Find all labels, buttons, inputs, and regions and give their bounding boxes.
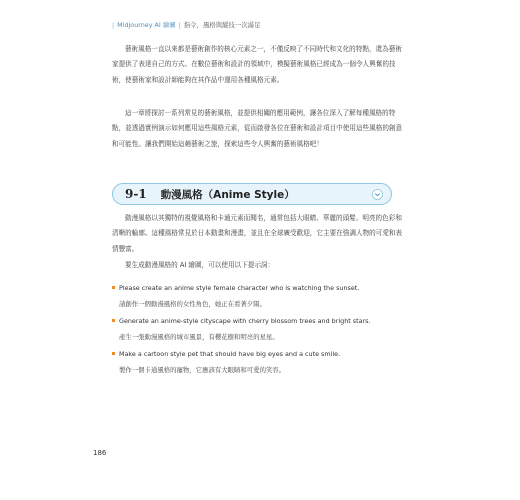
section-paragraph-1: 動漫風格以其獨特的視覺風格和卡通元素而聞名，通常包括大眼睛、華麗的頭髮、明亮的色彩和清晰的輪廓。這種風格常見於日本動畫和漫畫，並且在全球廣受歡迎，它主要在強調人物的可愛和表情豐富。 <box>112 214 403 253</box>
prompt-english: Please create an anime style female character who is watching the sunset. <box>119 284 360 292</box>
chevron-down-icon[interactable] <box>372 189 383 200</box>
prompt-english: Generate an anime-style cityscape with cherry blossom trees and bright stars. <box>119 317 371 325</box>
prompt-item <box>112 314 412 345</box>
prompt-chinese: 產生一張動漫風格的城市風景，有櫻花樹和明亮的星星。 <box>119 332 279 341</box>
section-heading[interactable] <box>112 183 392 205</box>
prompt-english: Make a cartoon style pet that should have big eyes and a cute smile. <box>119 350 341 358</box>
running-header <box>112 20 260 29</box>
header-series-title: Midjourney AI 繪圖 <box>117 21 176 29</box>
section-number: 9-1 <box>125 187 147 201</box>
prompt-list <box>112 281 412 378</box>
bullet-square-icon <box>112 352 115 355</box>
bullet-square-icon <box>112 286 115 289</box>
bullet-square-icon <box>112 319 115 322</box>
header-chapter-title: 指令，風格與縱技一次滿足 <box>183 21 261 29</box>
prompt-chinese: 請創作一個動漫風格的女性角色，她正在看著夕陽。 <box>119 299 266 308</box>
prompt-item <box>112 281 412 312</box>
prompt-item <box>112 347 412 378</box>
intro-paragraph-2: 這一章將探討一系列常見的藝術風格，並提供相關的應用範例，讓各位深入了解每種風格的特點，並透過實例演示如何應用這些風格元素，從而啟發各位在藝術和設計項目中使用這些風格的創意和可能性。讓我們開始這趟藝術之旅，探索這些令人興奮的藝術風格吧！ <box>112 109 403 148</box>
prompt-chinese: 製作一個卡通風格的寵物，它應該有大眼睛和可愛的笑容。 <box>119 365 286 374</box>
header-divider: | <box>178 20 181 29</box>
section-paragraph-2: 要生成動漫風格的 AI 繪圖，可以使用以下提示詞： <box>125 261 275 269</box>
header-separator: | <box>112 20 115 29</box>
section-title: 動漫風格（Anime Style） <box>160 188 295 201</box>
intro-paragraph-1: 藝術風格一直以來都是藝術創作的核心元素之一，不僅反映了不同時代和文化的特點，還為藝術家提供了表達自己的方式。在數位藝術和設計的領域中，模擬藝術風格已經成為一個令人興奮的技術，使藝術家和設計師能夠在其作品中運用各種風格元素。 <box>112 45 402 84</box>
page-number: 186 <box>93 449 107 457</box>
